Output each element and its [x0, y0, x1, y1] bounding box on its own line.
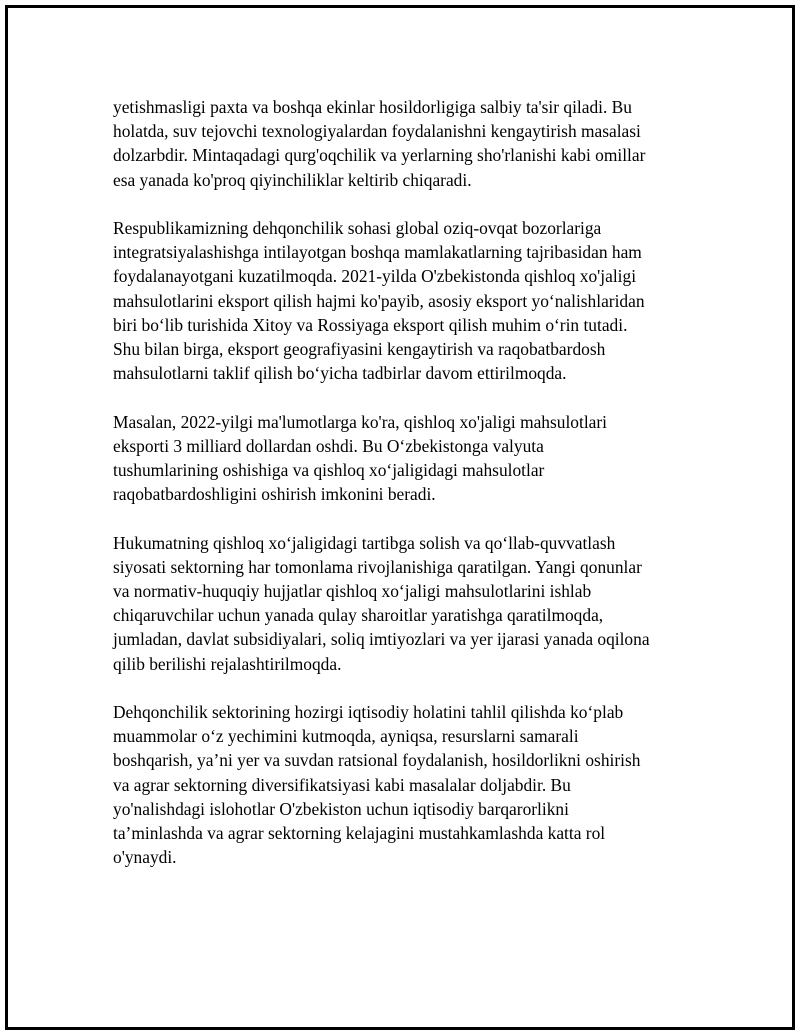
text-line: va agrar sektorning diversifikatsiyasi kabi masalalar doljabdir. Bu — [113, 774, 571, 795]
text-line: siyosati sektorning har tomonlama rivojlanishiga qaratilgan. Yangi qonunlar — [113, 556, 642, 577]
text-line: ta’minlashda va agrar sektorning kelajagini mustahkamlashda katta rol — [113, 823, 606, 844]
text-line: yetishmasligi paxta va boshqa ekinlar hosildorligiga salbiy ta'sir qiladi. Bu — [113, 97, 632, 117]
text-line: jumladan, davlat subsidiyalari, soliq imtiyozlari va yer ijarasi yanada oqilona — [113, 629, 650, 650]
paragraph-4 — [113, 531, 693, 676]
text-line: biri bo‘lib turishida Xitoy va Rossiyaga eksport qilish muhim o‘rin tutadi. — [113, 314, 628, 335]
text-line: integratsiyalashishga intilayotgan boshqa mamlakatlarning tajribasidan ham — [113, 242, 642, 263]
paragraph-5 — [113, 700, 693, 869]
text-line: muammolar o‘z yechimini kutmoqda, ayniqsa, resurslarni samarali — [113, 726, 579, 747]
text-line: boshqarish, ya’ni yer va suvdan ratsional foydalanish, hosildorlikni oshirish — [113, 750, 641, 771]
text-line: qilib berilishi rejalashtirilmoqda. — [113, 653, 342, 674]
text-line: dolzarbdir. Mintaqadagi qurg'oqchilik va yerlarning sho'rlanishi kabi omillar — [113, 145, 646, 166]
paragraph-1 — [113, 95, 693, 192]
text-line: va normativ-huquqiy hujjatlar qishloq xo‘jaligi mahsulotlarini ishlab — [113, 581, 592, 602]
text-line: chiqaruvchilar uchun yanada qulay sharoitlar yaratishga qaratilmoqda, — [113, 605, 604, 626]
text-line: Dehqonchilik sektorining hozirgi iqtisodiy holatini tahlil qilishda ko‘plab — [113, 702, 624, 723]
text-line: Respublikamizning dehqonchilik sohasi global oziq-ovqat bozorlariga — [113, 218, 602, 238]
text-line: Hukumatning qishloq xo‘jaligidagi tartibga solish va qo‘llab-quvvatlash — [113, 532, 616, 553]
text-line: tushumlarining oshishiga va qishloq xo‘jaligidagi mahsulotlar — [113, 460, 545, 481]
text-line: Masalan, 2022-yilgi ma'lumotlarga ko'ra, qishloq xo'jaligi mahsulotlari — [113, 411, 608, 432]
paragraph-3 — [113, 410, 693, 507]
document-body — [113, 95, 693, 894]
text-line: foydalanayotgani kuzatilmoqda. 2021-yilda O'zbekistonda qishloq xo'jaligi — [113, 266, 637, 287]
text-line: raqobatbardoshligini oshirish imkonini beradi. — [113, 484, 436, 505]
paragraph-2 — [113, 216, 693, 385]
text-line: eksporti 3 milliard dollardan oshdi. Bu O‘zbekistonga valyuta — [113, 435, 544, 456]
text-line: o'ynaydi. — [113, 847, 177, 868]
text-line: mahsulotlarni taklif qilish bo‘yicha tadbirlar davom ettirilmoqda. — [113, 363, 567, 384]
text-line: Shu bilan birga, eksport geografiyasini kengaytirish va raqobatbardosh — [113, 339, 606, 360]
text-line: esa yanada ko'proq qiyinchiliklar keltirib chiqaradi. — [113, 169, 472, 190]
text-line: mahsulotlarini eksport qilish hajmi ko'payib, asosiy eksport yo‘nalishlaridan — [113, 290, 645, 311]
text-line: yo'nalishdagi islohotlar O'zbekiston uchun iqtisodiy barqarorlikni — [113, 798, 569, 819]
text-line: holatda, suv tejovchi texnologiyalardan foydalanishni kengaytirish masalasi — [113, 121, 641, 142]
